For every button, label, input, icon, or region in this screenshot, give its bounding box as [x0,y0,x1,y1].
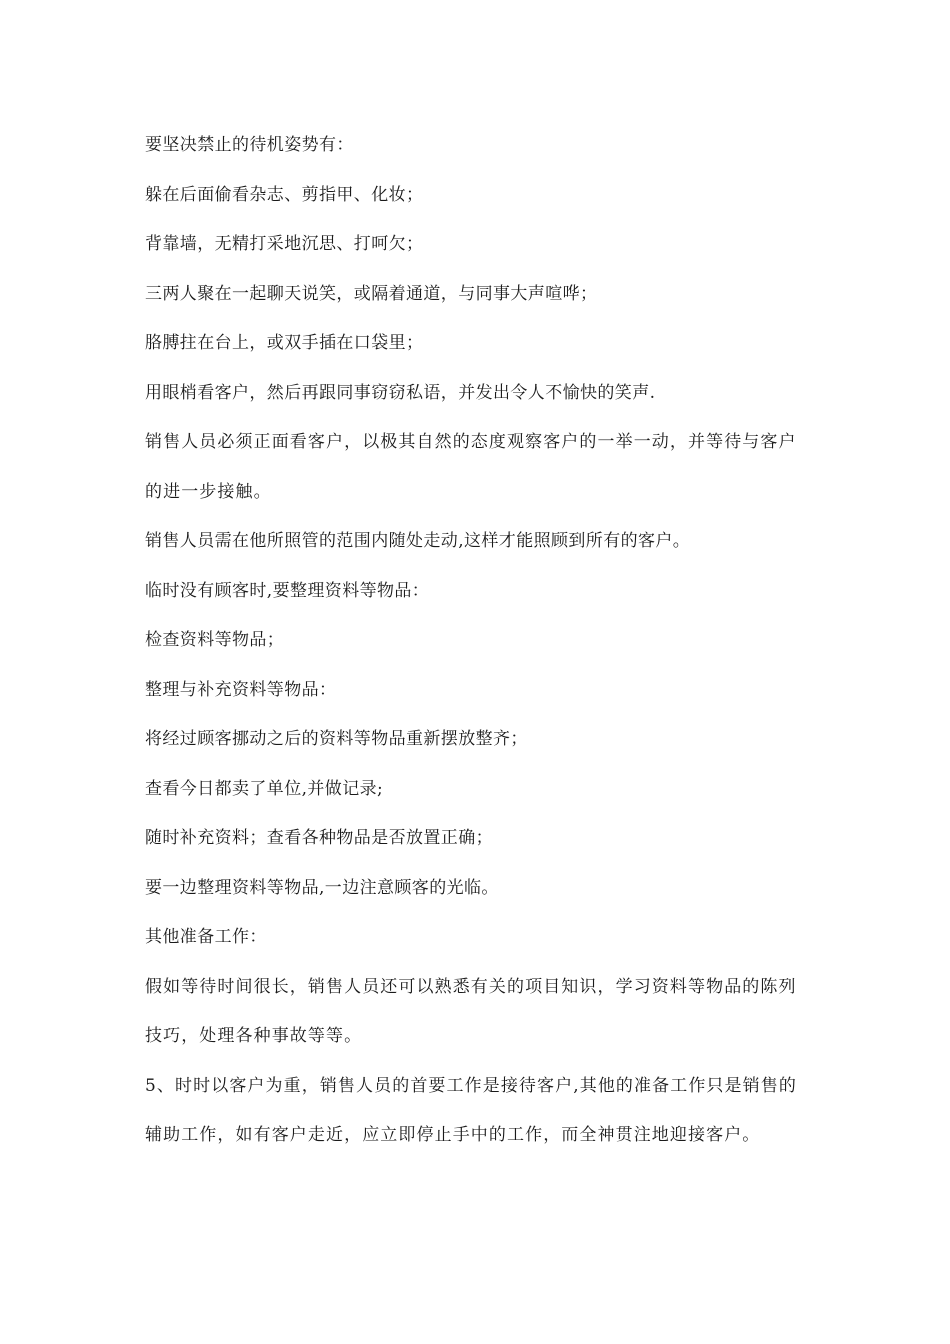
paragraph-arms-on-counter: 胳膊拄在台上，或双手插在口袋里； [145,333,424,353]
paragraph-leaning-wall: 背靠墙，无精打采地沉思、打呵欠； [145,234,424,254]
paragraph-chatting: 三两人聚在一起聊天说笑，或隔着通道，与同事大声喧哗； [145,283,598,304]
paragraph-long-wait: 假如等待时间很长，销售人员还可以熟悉有关的项目知识，学习资料等物品的陈列技巧，处理各种事故等等。 [145,976,797,1046]
paragraph-other-prep-heading: 其他准备工作： [145,927,267,947]
paragraph-check-materials: 检查资料等物品； [145,630,285,650]
paragraph-organize-materials: 整理与补充资料等物品： [145,679,337,700]
paragraph-record-sales: 查看今日都卖了单位,并做记录; [145,778,384,799]
paragraph-side-glance: 用眼梢看客户，然后再跟同事窃窃私语，并发出令人不愉快的笑声. [145,382,656,403]
paragraph-rearrange: 将经过顾客挪动之后的资料等物品重新摆放整齐； [145,729,528,749]
document-body [145,121,805,1161]
paragraph-forbidden-postures-heading: 要坚决禁止的待机姿势有： [145,135,354,155]
paragraph-hiding-behind: 躲在后面偷看杂志、剪指甲、化妆； [145,184,424,205]
paragraph-customer-first: 5、时时以客户为重，销售人员的首要工作是接待客户,其他的准备工作只是销售的辅助工作，如有客户走近，应立即停止手中的工作，而全神贯注地迎接客户。 [145,1075,797,1145]
paragraph-watch-customers: 要一边整理资料等物品,一边注意顾客的光临。 [145,877,499,898]
paragraph-face-customer: 销售人员必须正面看客户，以极其自然的态度观察客户的一举一动，并等待与客户的进一步接触。 [145,432,797,502]
paragraph-no-customers: 临时没有顾客时,要整理资料等物品： [145,580,430,601]
paragraph-replenish: 随时补充资料；查看各种物品是否放置正确； [145,828,493,848]
paragraph-walk-around: 销售人员需在他所照管的范围内随处走动,这样才能照顾到所有的客户。 [145,531,691,551]
